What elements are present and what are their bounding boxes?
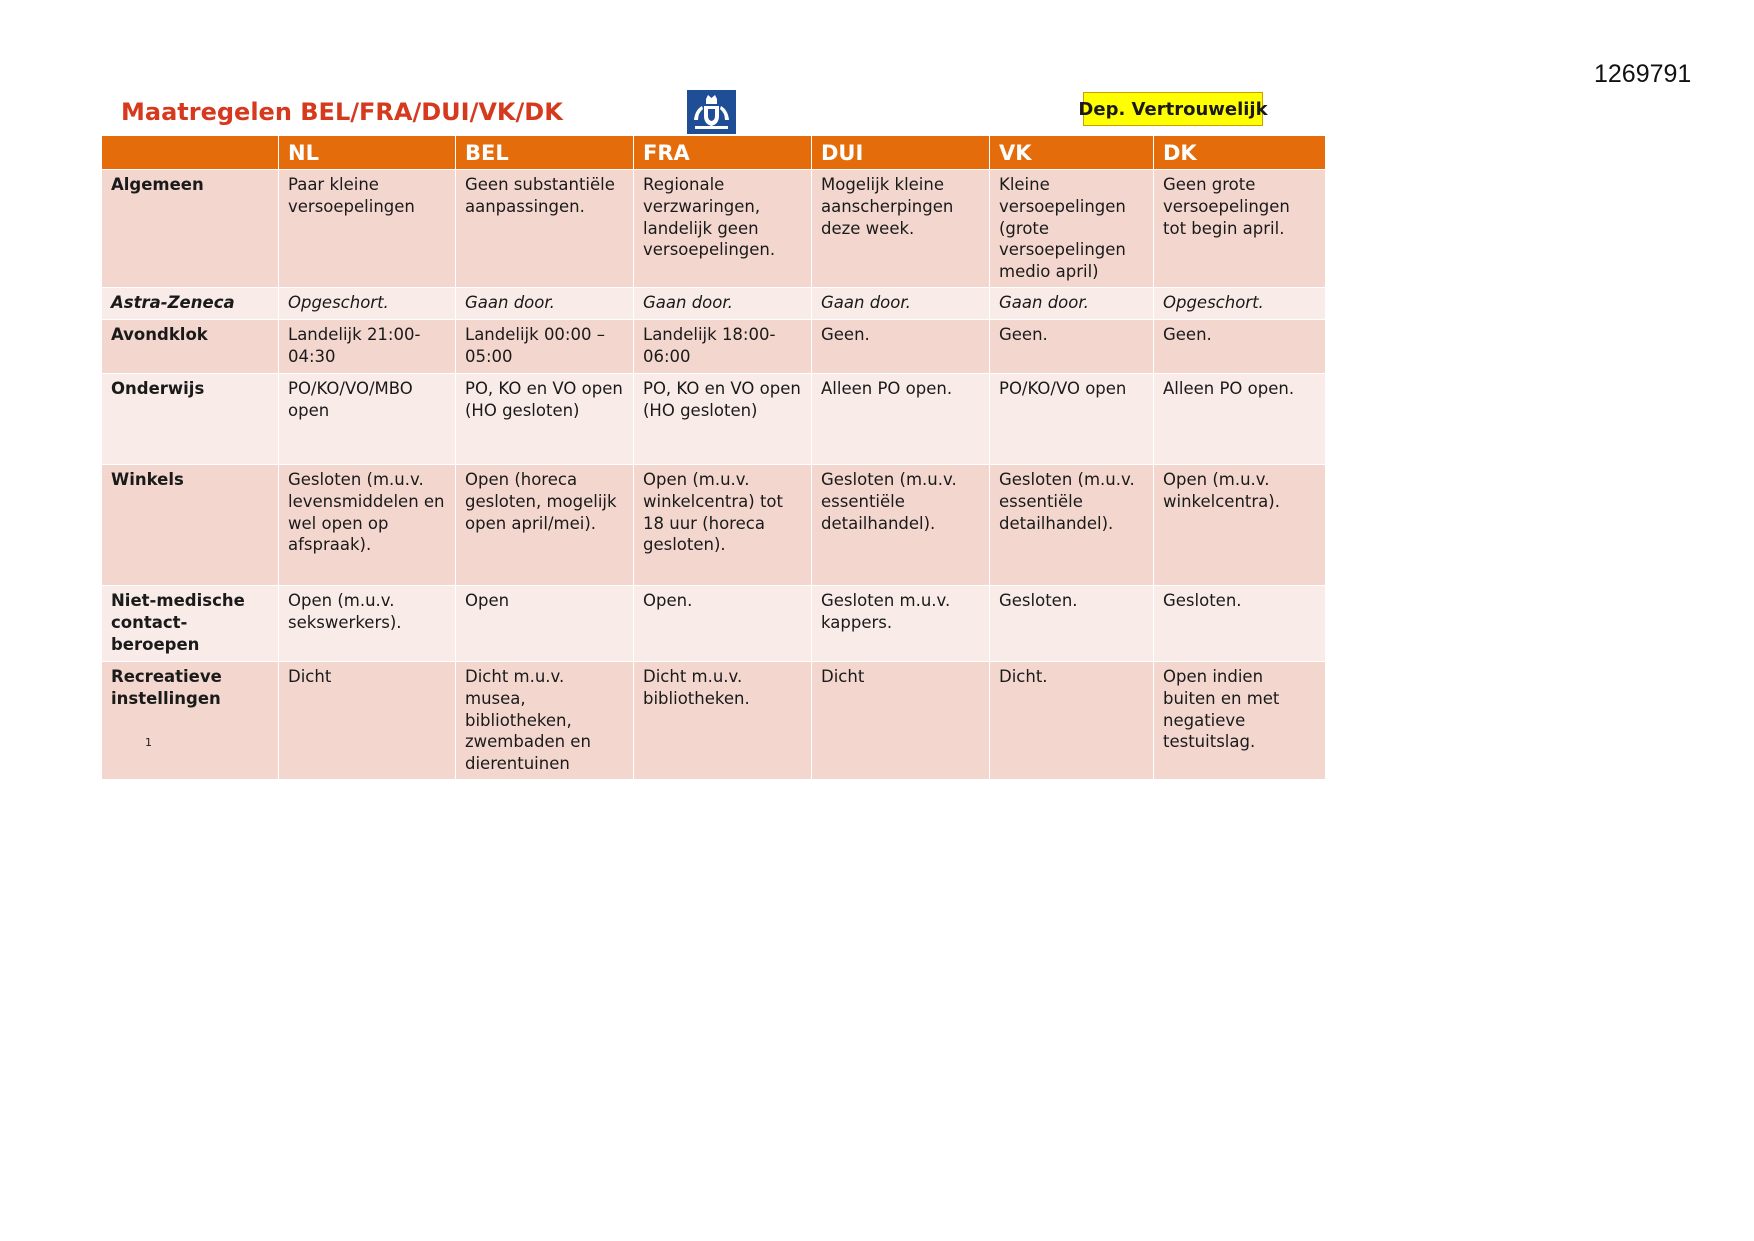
table-cell: Geen.: [990, 320, 1154, 374]
table-cell: PO, KO en VO open (HO gesloten): [634, 374, 812, 465]
table-row-winkels: [102, 465, 1326, 586]
table-cell: PO/KO/VO/MBO open: [279, 374, 456, 465]
row-label: Avondklok: [102, 320, 279, 374]
table-cell: Landelijk 21:00-04:30: [279, 320, 456, 374]
table-cell: Alleen PO open.: [812, 374, 990, 465]
table-cell: Mogelijk kleine aanscherpingen deze week.: [812, 170, 990, 288]
header-cell-vk: VK: [990, 136, 1154, 170]
table-cell: Dicht m.u.v. musea, bibliotheken, zwembaden en dierentuinen: [456, 662, 634, 780]
table-cell: Open (horeca gesloten, mogelijk open april/mei).: [456, 465, 634, 586]
table-cell: Kleine versoepelingen (grote versoepelingen medio april): [990, 170, 1154, 288]
table-cell: Gaan door.: [634, 288, 812, 320]
table-row-algemeen: [102, 170, 1326, 288]
header-cell-dui: DUI: [812, 136, 990, 170]
table-cell: Open.: [634, 586, 812, 662]
header-cell-dk: DK: [1154, 136, 1326, 170]
table-cell: Alleen PO open.: [1154, 374, 1326, 465]
table-cell: Regionale verzwaringen, landelijk geen versoepelingen.: [634, 170, 812, 288]
table-cell: PO, KO en VO open (HO gesloten): [456, 374, 634, 465]
header-cell-nl: NL: [279, 136, 456, 170]
row-label: Astra-Zeneca: [102, 288, 279, 320]
table-cell: Open (m.u.v. winkelcentra) tot 18 uur (horeca gesloten).: [634, 465, 812, 586]
row-label: Niet-medische contact-beroepen: [102, 586, 279, 662]
document-number: 1269791: [1594, 60, 1692, 88]
table-cell: Gesloten (m.u.v. levensmiddelen en wel open op afspraak).: [279, 465, 456, 586]
table-cell: Gesloten (m.u.v. essentiële detailhandel).: [990, 465, 1154, 586]
table-cell: Open: [456, 586, 634, 662]
row-label: Onderwijs: [102, 374, 279, 465]
table-cell: Gaan door.: [456, 288, 634, 320]
table-cell: Dicht: [279, 662, 456, 780]
table-cell: PO/KO/VO open: [990, 374, 1154, 465]
coat-of-arms-logo: [687, 90, 736, 134]
table-cell: Open (m.u.v. sekswerkers).: [279, 586, 456, 662]
row-label: Winkels: [102, 465, 279, 586]
table-row-avondklok: [102, 320, 1326, 374]
classification-label: Dep. Vertrouwelijk: [1083, 92, 1263, 126]
table-cell: Gaan door.: [990, 288, 1154, 320]
table-row-recreatieve-instellingen: [102, 662, 1326, 780]
table-cell: Open indien buiten en met negatieve testuitslag.: [1154, 662, 1326, 780]
table-cell: Geen.: [1154, 320, 1326, 374]
table-cell: Paar kleine versoepelingen: [279, 170, 456, 288]
table-cell: Dicht m.u.v. bibliotheken.: [634, 662, 812, 780]
row-label-cell: [102, 662, 279, 780]
table-cell: Gaan door.: [812, 288, 990, 320]
table-cell: Opgeschort.: [1154, 288, 1326, 320]
row-label: Algemeen: [102, 170, 279, 288]
slide-title: Maatregelen BEL/FRA/DUI/VK/DK: [121, 98, 563, 126]
table-cell: Opgeschort.: [279, 288, 456, 320]
header-cell-label: [102, 136, 279, 170]
table-header-row: [102, 136, 1326, 170]
measures-table: [101, 135, 1326, 780]
table-cell: Landelijk 18:00-06:00: [634, 320, 812, 374]
table-row-onderwijs: [102, 374, 1326, 465]
page-number: 1: [145, 735, 152, 749]
table-cell: Dicht.: [990, 662, 1154, 780]
table-cell: Dicht: [812, 662, 990, 780]
row-label: Recreatieve instellingen: [111, 667, 222, 708]
table-row-niet-medische-contactberoepen: [102, 586, 1326, 662]
table-cell: Gesloten.: [1154, 586, 1326, 662]
table-cell: Gesloten (m.u.v. essentiële detailhandel).: [812, 465, 990, 586]
header-cell-fra: FRA: [634, 136, 812, 170]
header-cell-bel: BEL: [456, 136, 634, 170]
table-cell: Gesloten.: [990, 586, 1154, 662]
table-cell: Geen grote versoepelingen tot begin april.: [1154, 170, 1326, 288]
table-cell: Landelijk 00:00 – 05:00: [456, 320, 634, 374]
table-row-astra-zeneca: [102, 288, 1326, 320]
table-cell: Gesloten m.u.v. kappers.: [812, 586, 990, 662]
table-cell: Geen.: [812, 320, 990, 374]
table-cell: Open (m.u.v. winkelcentra).: [1154, 465, 1326, 586]
table-cell: Geen substantiële aanpassingen.: [456, 170, 634, 288]
